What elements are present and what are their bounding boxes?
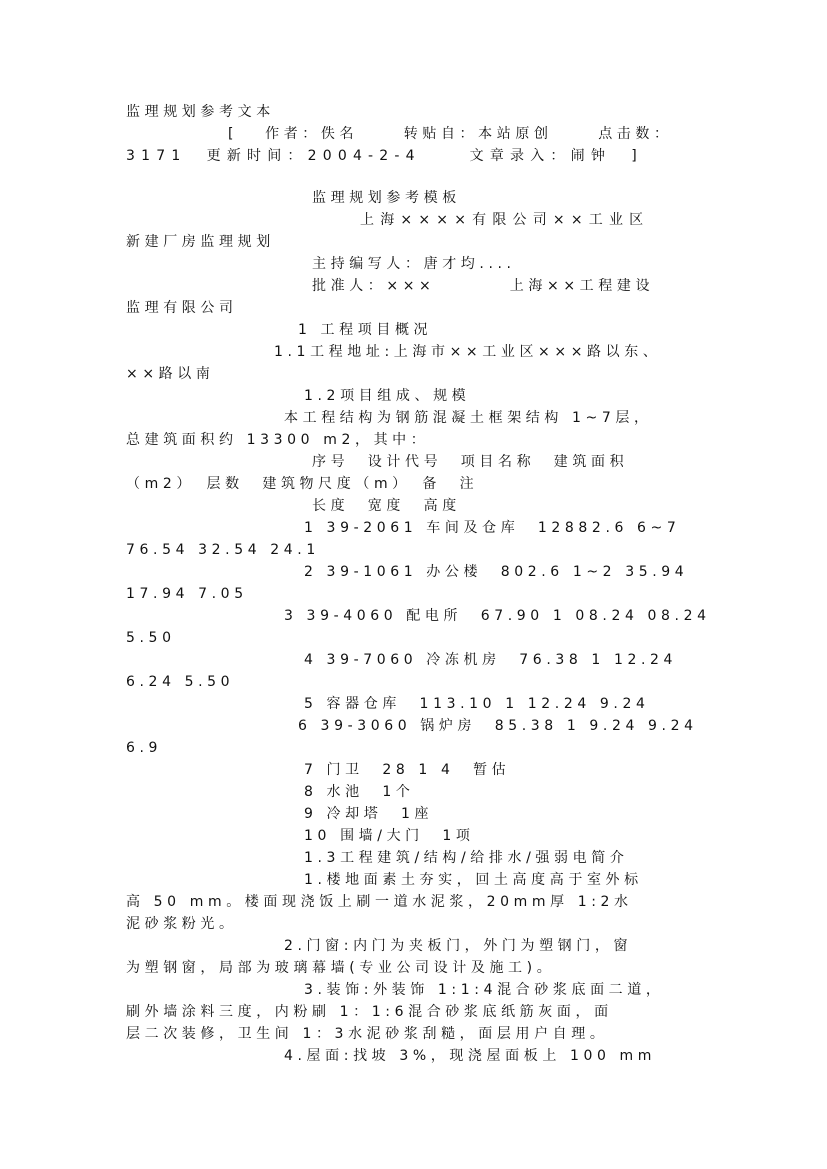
paragraph-line: 层二次装修，卫生间 1：3水泥砂浆刮糙，面层用户自理。 — [126, 1026, 609, 1042]
section-heading: 1.3工程建筑/结构/给排水/强弱电简介 — [304, 850, 629, 866]
approver-line: 批准人：××× 上海××工程建设 — [312, 278, 655, 294]
table-header-line: 序号 设计代号 项目名称 建筑面积 — [312, 454, 629, 470]
author-line: 主持编写人：唐才均.... — [312, 256, 516, 272]
company-line: 监理有限公司 — [126, 300, 238, 316]
paragraph-line: 1.楼地面素土夯实，回土高度高于室外标 — [304, 872, 643, 888]
table-row-line: 5 容器仓库 113.10 1 12.24 9.24 — [304, 696, 650, 712]
project-name-line: 新建厂房监理规划 — [126, 234, 275, 250]
table-row-line: 8 水池 1个 — [304, 784, 415, 800]
paragraph-line: 2.门窗:内门为夹板门，外门为塑钢门，窗 — [284, 938, 633, 954]
table-row-line: 9 冷却塔 1座 — [304, 806, 434, 822]
paragraph-line: 泥砂浆粉光。 — [126, 916, 238, 932]
section-heading: 1 工程项目概况 — [298, 322, 433, 338]
section-heading: 1.2项目组成、规模 — [304, 388, 471, 404]
paragraph-line: 刷外墙涂料三度，内粉刷 1：1:6混合砂浆底纸筋灰面，面 — [126, 1004, 613, 1020]
table-row-line: 1 39-2061 车间及仓库 12882.6 6~7 — [304, 520, 681, 536]
template-title: 监理规划参考模板 — [312, 190, 461, 206]
paragraph-line: 3.装饰:外装饰 1:1:4混合砂浆底面二道， — [304, 982, 665, 998]
article-meta-line: [ 作者：佚名 转贴自：本站原创 点击数： — [228, 126, 673, 142]
table-header-line: （m2） 层数 建筑物尺度（m） 备 注 — [126, 476, 479, 492]
table-row-line: 76.54 32.54 24.1 — [126, 542, 320, 558]
paragraph-line: 4.屋面:找坡 3%，现浇屋面板上 100 mm — [284, 1048, 657, 1064]
table-row-line: 17.94 7.05 — [126, 586, 248, 602]
table-header-line: 长度 宽度 高度 — [312, 498, 461, 514]
table-row-line: 6.9 — [126, 740, 163, 756]
table-row-line: 10 围墙/大门 1项 — [304, 828, 475, 844]
paragraph-line: ××路以南 — [126, 366, 215, 382]
paragraph-line: 高 50 mm。楼面现浇饭上刷一道水泥浆，20mm厚 1:2水 — [126, 894, 633, 910]
table-row-line: 5.50 — [126, 630, 176, 646]
table-row-line: 2 39-1061 办公楼 802.6 1~2 35.94 — [304, 564, 689, 580]
article-meta-line: 3171 更新时间：2004-2-4 文章录入：闹钟 ] — [126, 148, 643, 164]
paragraph-line: 总建筑面积约 13300 m2，其中： — [126, 432, 430, 448]
paragraph-line: 本工程结构为钢筋混凝土框架结构 1~7层， — [284, 410, 653, 426]
table-row-line: 6 39-3060 锅炉房 85.38 1 9.24 9.24 — [298, 718, 698, 734]
paragraph-line: 为塑钢窗，局部为玻璃幕墙(专业公司设计及施工)。 — [126, 960, 556, 976]
table-row-line: 3 39-4060 配电所 67.90 1 08.24 08.24 — [284, 608, 711, 624]
table-row-line: 6.24 5.50 — [126, 674, 235, 690]
document-title: 监理规划参考文本 — [126, 104, 275, 120]
paragraph-line: 1.1工程地址:上海市××工业区×××路以东、 — [274, 344, 662, 360]
table-row-line: 4 39-7060 冷冻机房 76.38 1 12.24 — [304, 652, 678, 668]
table-row-line: 7 门卫 28 1 4 暂估 — [304, 762, 511, 778]
project-name-line: 上海××××有限公司××工业区 — [360, 212, 650, 228]
